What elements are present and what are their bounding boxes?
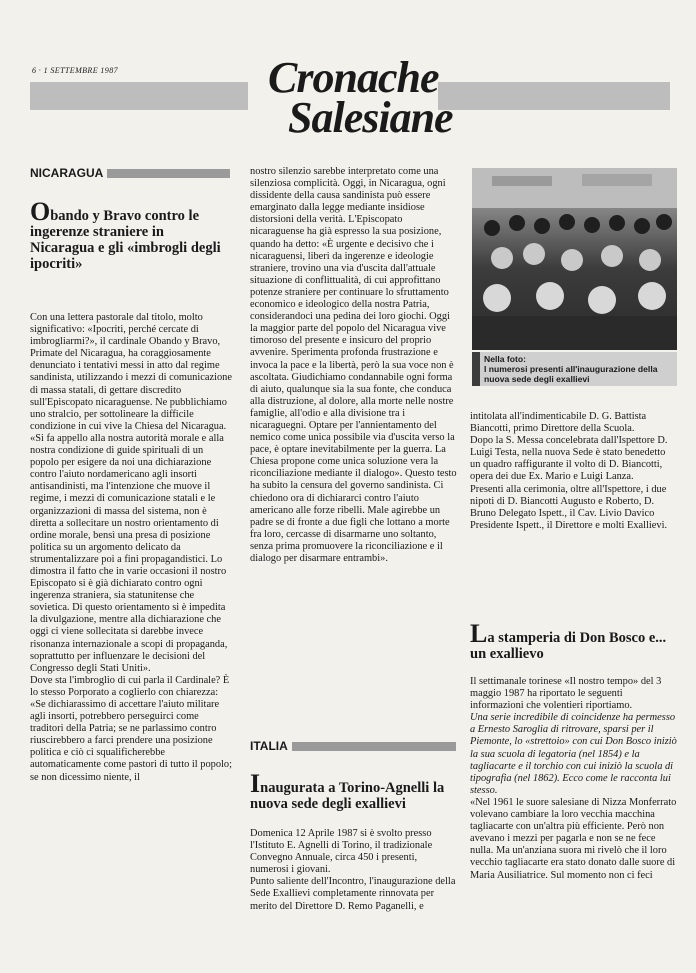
title-drop-letter: I — [250, 769, 261, 798]
title-text: bando y Bravo contro le ingerenze straniere in Nicaragua e gli «imbrogli degli ipocriti» — [30, 208, 221, 272]
paragraph: nostro silenzio sarebbe interpretato come una silenziosa complicità. Oggi, in Nicaragua, ogni dissidente della causa sandinista può essere emarginato dalla legge mediante insidiose distorsioni della verità. L'Episcopato nicaraguense ha già espresso la sua posizione, quando ha detto: «È urgente e decisivo che i nicaraguensi, liberi da ingerenze e ideologie straniere, trovino una via d'uscita dall'attuale situazione di conflittualità, di cui approfittano potenze straniere per continuare lo sfruttamento economico e ideologico della nostra Patria, considerandoci una pedina dei loro giochi. Oggi la maggior parte del popolo del Nicaragua vive timoroso del presente e insicuro del proprio avvenire. Sperimenta profonda frustrazione e invoca la pace e la libertà, però la sua voce non è ascoltata. Giudichiamo condannabile ogni forma di aiuto, qualunque sia la sua fonte, che conduca alla distruzione, al dolore, alla morte nelle nostre famiglie, all'odio e alla divisione tra i nicaraguegni. Optare per l'annientamento del nemico come unica possibile via d'uscita verso la pace, è optare inevitabilmente per la guerra. La Chiesa propone come unica soluzione vera la riconciliazione mediante il dialogo». Questo testo ha subito la censura del governo sandinista. Ci chiedono ora di dichiararci contro l'aiuto americano alle forze ribelli. Male agirebbe un padre se di fronte a due figli che lottano a morte fra loro, cercasse di disarmarne uno soltanto, senza prima promuovere la riconciliazione e il dialogo per disarmare entrambi». — [250, 166, 457, 564]
caption-label: Nella foto: — [484, 354, 527, 364]
masthead — [248, 53, 453, 146]
section-label: NICARAGUA — [30, 166, 104, 180]
article1-col2 — [250, 166, 458, 565]
paragraph-italic: Una serie incredibile di coincidenze ha permesso a Ernesto Saroglia di ritrovare, sparsi per il Piemonte, lo «strettoio» con cui Don Bosco iniziò la sua scuola di legatoria (nel 1854) e la tagliacarte e il torchio con cui iniziò la scuola di tipografia (nel 1862). Ecco come le racconta lui stesso. — [470, 712, 677, 796]
article3-title — [470, 619, 678, 662]
article2-col2 — [250, 828, 458, 913]
paragraph: Dopo la S. Messa concelebrata dall'Ispettore D. Luigi Testa, nella nuova Sede è stato benedetto un quadro raffigurante il volto di D. Biancotti, opera dei due Ex. Mario e Luigi Lanza. — [470, 435, 668, 483]
paragraph: Presenti alla cerimonia, oltre all'Ispettore, i due nipoti di D. Biancotti Augusto e Roberto, D. Bruno Delegato Ispett., il Cav. Livio Davico Presidente Ispett., il Direttore e molti Exallievi. — [470, 483, 668, 531]
article2-col3 — [470, 411, 678, 532]
section-bar — [107, 169, 230, 178]
page-info: 6 · 1 SETTEMBRE 1987 — [32, 66, 118, 75]
title-text: a stamperia di Don Bosco e... un exallievo — [470, 630, 667, 662]
photo-caption — [472, 352, 677, 386]
section-nicaragua — [30, 166, 230, 180]
paragraph: «Nel 1961 le suore salesiane di Nizza Monferrato volevano cambiare la loro vecchia macchina tagliacarte con un'altra più efficiente. Però non avevano i mezzi per pagarla e non se ne fece nulla. Ma un'anziana suora mi rivelò che il loro vecchio tagliacarte era stato donato dalle suore di Maria Ausiliatrice. Sul momento non ci feci — [470, 796, 677, 881]
event-photo — [472, 168, 677, 350]
paragraph: Con una lettera pastorale dal titolo, molto significativo: «Ipocriti, perché cercate di imbrogliarmi?», il cardinale Obando y Bravo, Primate del Nicaragua, ha coraggiosamente denunciato i tentativi messi in atto dal regime sandinista, utilizzando i mezzi di comunicazione di massa statali, di gettare discredito sull'Episcopato nicaraguense. Ne pubblichiamo uno stralcio, per sottolineare la difficile condizione in cui vive la Chiesa del Nicaragua. — [30, 312, 232, 432]
paragraph: Domenica 12 Aprile 1987 si è svolto presso l'Istituto E. Agnelli di Torino, il tradizionale Convegno Annuale, circa 450 i presenti, numerosi i giovani. — [250, 828, 433, 876]
article3-body — [470, 676, 678, 882]
paragraph: Punto saliente dell'Incontro, l'inaugurazione della Sede Exallievi completamente rinnovata per merito del Direttore D. Remo Paganelli, e — [250, 876, 456, 912]
crowd-photo-image — [472, 168, 677, 350]
title-drop-letter: O — [30, 197, 51, 226]
paragraph: intitolata all'indimenticabile D. G. Battista Biancotti, primo Direttore della Scuola. — [470, 411, 647, 435]
masthead-line2: Salesiane — [288, 93, 453, 142]
masthead-line1: Cronache — [268, 53, 439, 102]
article1-title — [30, 197, 230, 272]
paragraph: Dove sta l'imbroglio di cui parla il Cardinale? È lo stesso Porporato a coglierlo con chiarezza: «Se dichiarassimo di accettare l'aiuto militare agli insorti, potrebbero perseguirci come traditori della Patria; se ne parlassimo contro riuscirebbero a farci prendere una posizione politica e ciò ci squalificherebbe automaticamente come pastori di tutto il popolo; se non dicessimo niente, il — [30, 674, 232, 783]
title-text: naugurata a Torino-Agnelli la nuova sede degli exallievi — [250, 780, 445, 812]
article1-col1 — [30, 312, 233, 784]
section-label: ITALIA — [250, 739, 288, 753]
section-bar — [292, 742, 456, 751]
section-italia — [250, 739, 456, 753]
article2-title — [250, 769, 460, 812]
title-drop-letter: L — [470, 619, 488, 648]
paragraph: Il settimanale torinese «Il nostro tempo» del 3 maggio 1987 ha riportato le seguenti informazioni che volentieri riportiamo. — [470, 676, 662, 712]
caption-text: I numerosi presenti all'inaugurazione della nuova sede degli exallievi — [484, 364, 658, 384]
paragraph: «Si fa appello alla nostra autorità morale e alla nostra condizione di guide spirituali di un popolo per esigere da noi una dichiarazione contro l'aiuto nordamericano agli insorti antisandinisti, ma l'intenzione che muove il regime, i mezzi di comunicazione statali e le organizzazioni di massa del sistema, non è diretta a sollecitare un nostro orientamento di ordine morale, bensì una presa di posizione politica su un argomento delicato da strumentalizzare poi a fini propagandistici. Lo dimostra il fatto che in varie occasioni il nostro Episcopato si è già dichiarato contro ogni ingerenza straniera, sia statunitense che sovietica. Di questo orientamento si è impedita la divulgazione, mentre alla dichiarazione che oggi ci viene sollecitata si darebbe invece risonanza internazionale a scopi di propaganda, soprattutto per influenzare le decisioni del Congresso degli Stati Uniti». — [30, 432, 228, 674]
